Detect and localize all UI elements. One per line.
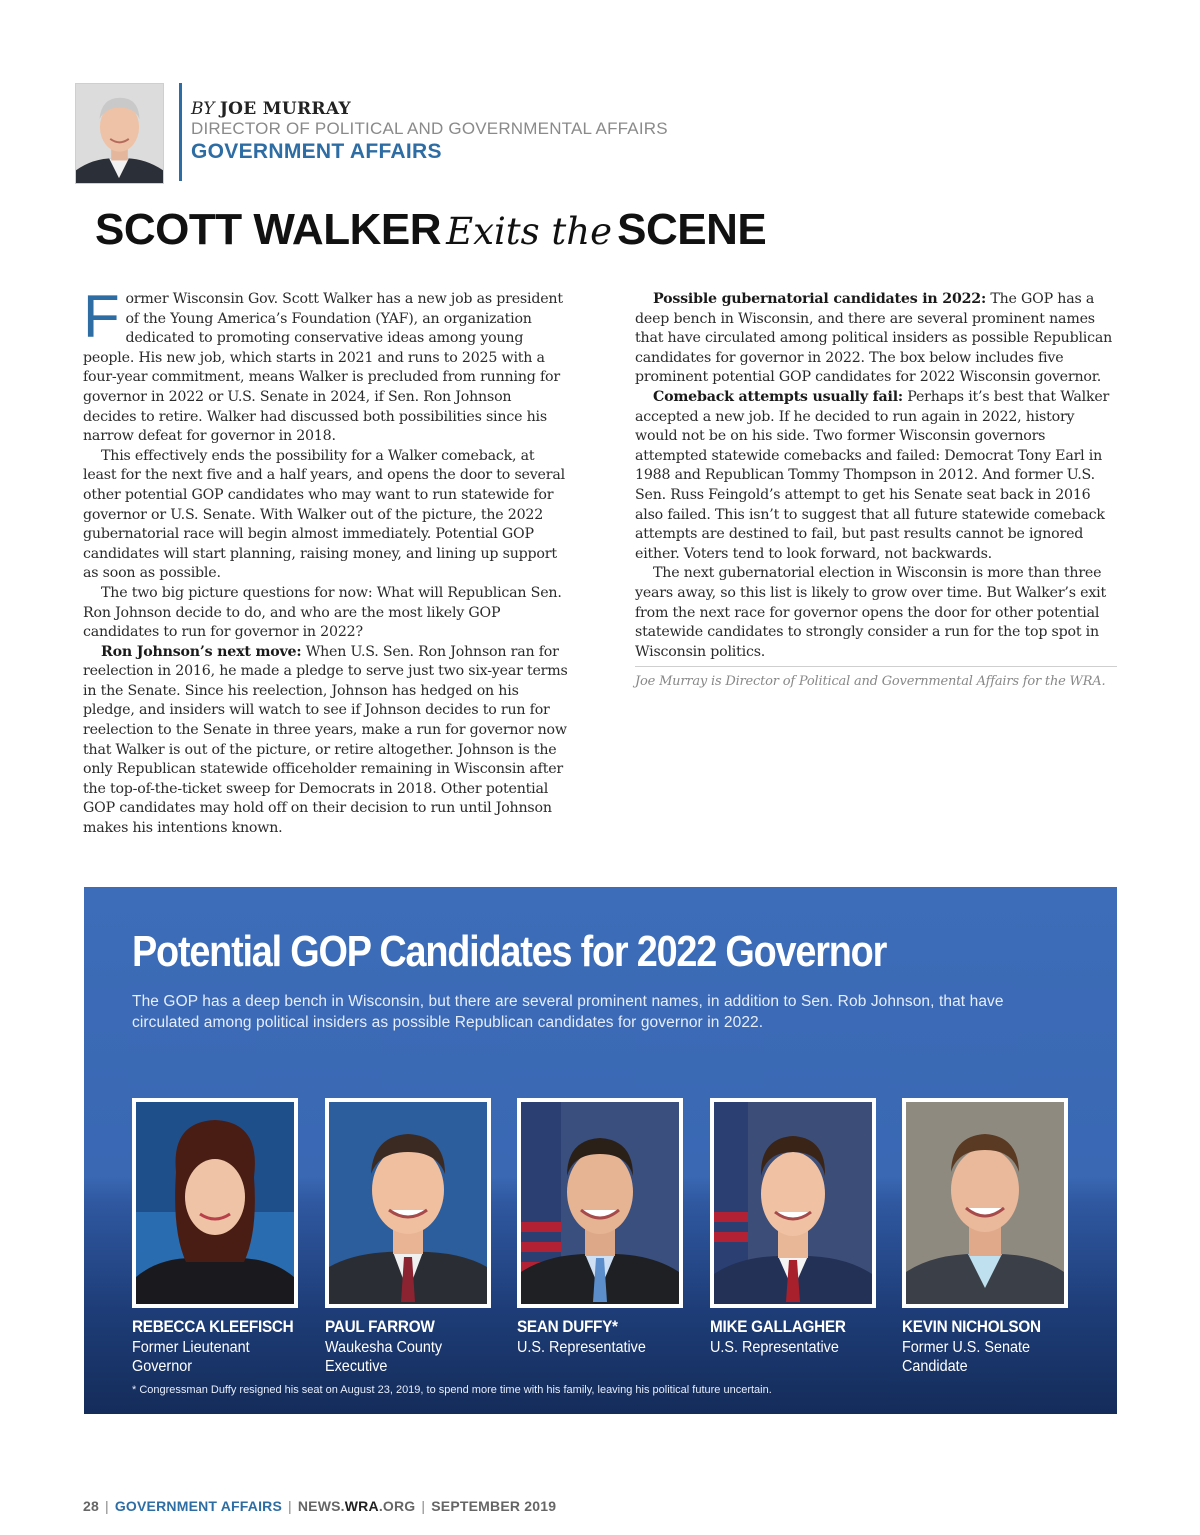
footer-date: SEPTEMBER 2019 (431, 1498, 557, 1514)
author-photo (75, 83, 164, 184)
candidate-title: Waukesha County Executive (325, 1339, 443, 1375)
candidate-photo (517, 1098, 683, 1308)
paragraph-2: This effectively ends the possibility for a Walker comeback, at least for the next five and a half years, and opens the door to several other potential GOP candidates who may want to run statewide for governor or U.S. Senate. With Walker out of the picture, the 2022 gubernatorial race will begin almost immediately. Potential GOP candidates will start planning, raising money, and lining up support as soon as possible. (83, 447, 565, 582)
paragraph-1: Former Wisconsin Gov. Scott Walker has a new job as president of the Young America’s Foundation (YAF), an organization dedicated to promoting conservative ideas among young people. His new job, which starts in 2021 and runs to 2025 with a four-year commitment, means Walker is precluded from running for governor in 2022 or U.S. Senate in 2024, if Sen. Ron Johnson decides to retire. Walker had discussed both possibilities since his narrow defeat for governor in 2018. (83, 283, 563, 445)
candidate-photo (710, 1098, 876, 1308)
article-headline (95, 202, 766, 267)
candidate-photo (902, 1098, 1068, 1308)
candidate-card-farrow (325, 1098, 491, 1376)
byline (191, 99, 668, 165)
candidate-title: Former U.S. Senate Candidate (902, 1339, 1031, 1375)
candidate-photo (325, 1098, 491, 1308)
candidate-photo (132, 1098, 298, 1308)
panel-footnote: * Congressman Duffy resigned his seat on August 23, 2019, to spend more time with his family, leaving his political future uncertain. (132, 1384, 772, 1396)
paragraph-6: Comeback attempts usually fail: Perhaps it’s best that Walker accepted a new job. If he decided to run again in 2022, history would not be on his side. Two former Wisconsin governors attempted statewide comebacks and failed: Democrat Tony Earl in 1988 and Republican Tommy Thompson in 2012. And former U.S. Sen. Russ Feingold’s attempt to get his Senate seat back in 2016 also failed. This isn’t to suggest that all future statewide comeback attempts are destined to fail, but past results cannot be ignored either. Voters tend to look forward, not backwards. (635, 388, 1110, 562)
panel-intro: The GOP has a deep bench in Wisconsin, but there are several prominent names, in addition to Sen. Rob Johnson, that have circulated among political insiders as possible Republican candidates for governor in 2022. (132, 993, 1004, 1031)
candidate-name: KEVIN NICHOLSON (902, 1317, 1041, 1336)
headline-part-3: SCENE (617, 205, 767, 254)
article-column-right (635, 290, 1117, 692)
author-credit: Joe Murray is Director of Political and Governmental Affairs for the WRA. (635, 674, 1106, 690)
panel-title: Potential GOP Candidates for 2022 Governor (132, 927, 887, 976)
headline-part-2: Exits the (446, 210, 612, 253)
candidate-card-gallagher (710, 1098, 876, 1357)
paragraph-4: Ron Johnson’s next move: When U.S. Sen. Ron Johnson ran for reelection in 2016, he made a pledge to serve just two six-year terms in the Senate. Since his reelection, Johnson has hedged on his pledge, and insiders will watch to see if Johnson decides to run for reelection to the Senate in three years, make a run for governor now that Walker is out of the picture, or retire altogether. Johnson is the only Republican statewide officeholder remaining in Wisconsin after the top-of-the-ticket sweep for Democrats in 2018. Other potential GOP candidates may hold off on their decision to run until Johnson makes his intentions known. (83, 643, 568, 837)
candidate-title: U.S. Representative (517, 1339, 646, 1356)
candidates-panel (84, 887, 1117, 1414)
byline-author: BY JOE MURRAY (191, 99, 351, 119)
drop-cap: F (83, 283, 120, 350)
page-number: 28 (83, 1498, 99, 1514)
paragraph-3: The two big picture questions for now: What will Republican Sen. Ron Johnson decide to do, and who are the most likely GOP candidates to run for governor in 2022? (83, 584, 562, 641)
candidate-card-kleefisch (132, 1098, 298, 1376)
paragraph-5: Possible gubernatorial candidates in 2022: The GOP has a deep bench in Wisconsin, and there are several prominent names that have circulated among political insiders as possible Republican candidates for governor in 2022. The box below includes five prominent potential GOP candidates for 2022 Wisconsin governor. (635, 291, 1113, 386)
author-credit-divider (635, 666, 1117, 692)
candidate-card-nicholson (902, 1098, 1068, 1376)
footer-site: NEWS.WRA.ORG (297, 1498, 416, 1514)
candidate-name: PAUL FARROW (325, 1317, 435, 1336)
article-column-left (83, 283, 568, 839)
headline-part-1: SCOTT WALKER (95, 205, 441, 254)
byline-role: DIRECTOR OF POLITICAL AND GOVERNMENTAL AFFAIRS (191, 119, 668, 138)
byline-divider (179, 83, 182, 181)
candidate-name: SEAN DUFFY* (517, 1317, 618, 1336)
candidate-title: U.S. Representative (710, 1339, 839, 1356)
byline-department: GOVERNMENT AFFAIRS (191, 140, 442, 163)
candidate-name: REBECCA KLEEFISCH (132, 1317, 294, 1336)
paragraph-7: The next gubernatorial election in Wisconsin is more than three years away, so this list is likely to grow over time. But Walker’s exit from the next race for governor opens the door for other potential statewide candidates to strongly consider a run for the top spot in Wisconsin politics. (635, 565, 1106, 660)
candidate-name: MIKE GALLAGHER (710, 1317, 846, 1336)
page-footer: 28 | GOVERNMENT AFFAIRS | NEWS.WRA.ORG | SEPTEMBER 2019 (83, 1498, 557, 1514)
candidate-title: Former Lieutenant Governor (132, 1339, 250, 1375)
candidate-card-duffy (517, 1098, 683, 1357)
footer-section: GOVERNMENT AFFAIRS (114, 1498, 283, 1514)
